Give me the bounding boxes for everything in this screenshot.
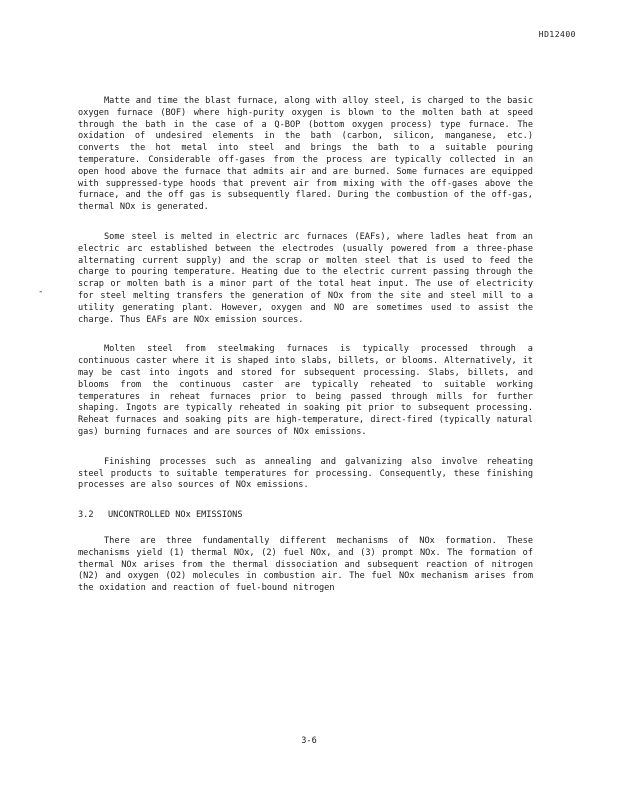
section-number: 3.2 xyxy=(78,510,94,521)
paragraph-nox-formation: There are three fundamentally different mechanisms of NOx formation. These mechanisms yield (1) thermal NOx, (2) fuel NOx, and (3) prompt NOx. The formation of thermal NOx arises from the thermal dissociation and subsequent reaction of nitrogen (N2) and oxygen (O2) molecules in combustion air. The fuel NOx mechanism arises from the oxidation and reaction of fuel-bound nitrogen xyxy=(78,535,533,594)
section-title: UNCONTROLLED NOx EMISSIONS xyxy=(108,510,243,521)
page-number: 3-6 xyxy=(301,736,317,746)
margin-mark: - xyxy=(38,287,44,297)
paragraph-finishing-processes: Finishing processes such as annealing and galvanizing also involve reheating steel products to suitable temperatures for processing. Consequently, these finishing processes are also sources of NOx emissions. xyxy=(78,456,533,491)
paragraph-casting-reheating: Molten steel from steelmaking furnaces is typically processed through a continuous caster where it is shaped into slabs, billets, or blooms. Alternatively, it may be cast into ingots and stored for subsequent processing. Slabs, billets, and blooms from the continuous caster are typically reheated to suitable working temperatures in reheat furnaces prior to being passed through mills for further shaping. Ingots are typically reheated in soaking pit prior to subsequent processing. Reheat furnaces and soaking pits are high-temperature, direct-fired (typically natural gas) burning furnaces and are sources of NOx emissions. xyxy=(78,344,533,437)
section-heading xyxy=(78,510,533,522)
document-id: HD12400 xyxy=(538,30,576,39)
paragraph-steelmaking-bof: Matte and time the blast furnace, along with alloy steel, is charged to the basic oxygen furnace (BOF) where high-purity oxygen is blown to the molten bath at speed through the bath in the case of a Q-BOP (bottom oxygen process) type furnace. The oxidation of undesired elements in the bath (carbon, silicon, manganese, etc.) converts the hot metal into steel and brings the bath to a suitable pouring temperature. Considerable off-gases from the process are typically collected in an open hood above the furnace that admits air and are burned. Some furnaces are equipped with suppressed-type hoods that prevent air from mixing with the off-gases above the furnace, and the off gas is subsequently flared. During the combustion of the off-gas, thermal NOx is generated. xyxy=(78,96,533,213)
page-content xyxy=(78,96,533,613)
paragraph-electric-arc-furnace: Some steel is melted in electric arc furnaces (EAFs), where ladles heat from an electric arc established between the electrodes (usually powered from a three-phase alternating current supply) and the scrap or molten steel that is used to feed the charge to pouring temperature. Heating due to the electric current passing through the scrap or molten bath is a minor part of the total heat input. The use of electricity for steel melting transfers the generation of NOx from the site and steel mill to a utility generating plant. However, oxygen and NO are sometimes used to assist the charge. Thus EAFs are NOx emission sources. xyxy=(78,231,533,325)
